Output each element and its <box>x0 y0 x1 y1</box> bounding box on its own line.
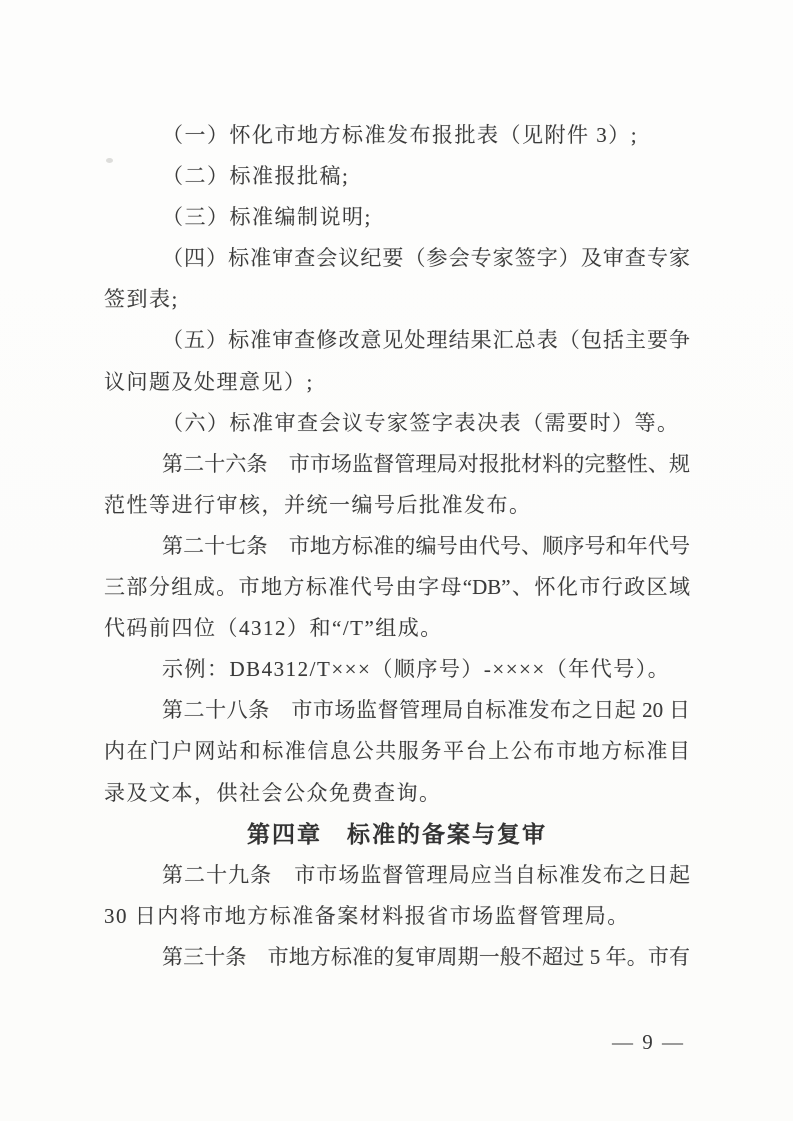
article-line: 录及文本，供社会公众免费查询。 <box>104 780 442 805</box>
article-line: 30 日内将市地方标准备案材料报省市场监督管理局。 <box>104 903 630 928</box>
clause-line: （一）怀化市地方标准发布报批表（见附件 3）; <box>162 123 639 147</box>
clause-line: （二）标准报批稿; <box>162 164 350 189</box>
clause-line: 签到表; <box>104 287 179 312</box>
article-line: 范性等进行审核，并统一编号后批准发布。 <box>104 492 532 517</box>
article-line: 第二十七条 市地方标准的编号由代号、顺序号和年代号 <box>162 533 690 558</box>
article-line: 代码前四位（4312）和“/T”组成。 <box>104 616 443 641</box>
clause-line: （六）标准审查会议专家签字表决表（需要时）等。 <box>162 410 680 435</box>
clause-line: （四）标准审查会议纪要（参会专家签字）及审查专家 <box>162 246 690 271</box>
article-line: 第二十九条 市市场监督管理局应当自标准发布之日起 <box>162 862 690 887</box>
article-line: 三部分组成。市地方标准代号由字母“DB”、怀化市行政区域 <box>104 575 690 600</box>
article-line: 第二十六条 市市场监督管理局对报批材料的完整性、规 <box>162 451 690 476</box>
clause-line: （五）标准审查修改意见处理结果汇总表（包括主要争 <box>162 328 690 353</box>
document-body <box>104 115 690 978</box>
clause-line: 议问题及处理意见）; <box>104 369 314 394</box>
article-line: 第三十条 市地方标准的复审周期一般不超过 5 年。市有 <box>162 944 690 969</box>
example-line: 示例：DB4312/T×××（顺序号）-××××（年代号）。 <box>162 657 671 682</box>
page-number: — 9 — <box>612 1030 685 1054</box>
chapter-heading: 第四章 标准的备案与复审 <box>247 820 547 847</box>
article-line: 内在门户网站和标准信息公共服务平台上公布市地方标准目 <box>104 739 690 764</box>
article-line: 第二十八条 市市场监督管理局自标准发布之日起 20 日 <box>162 698 690 723</box>
clause-line: （三）标准编制说明; <box>162 205 372 230</box>
